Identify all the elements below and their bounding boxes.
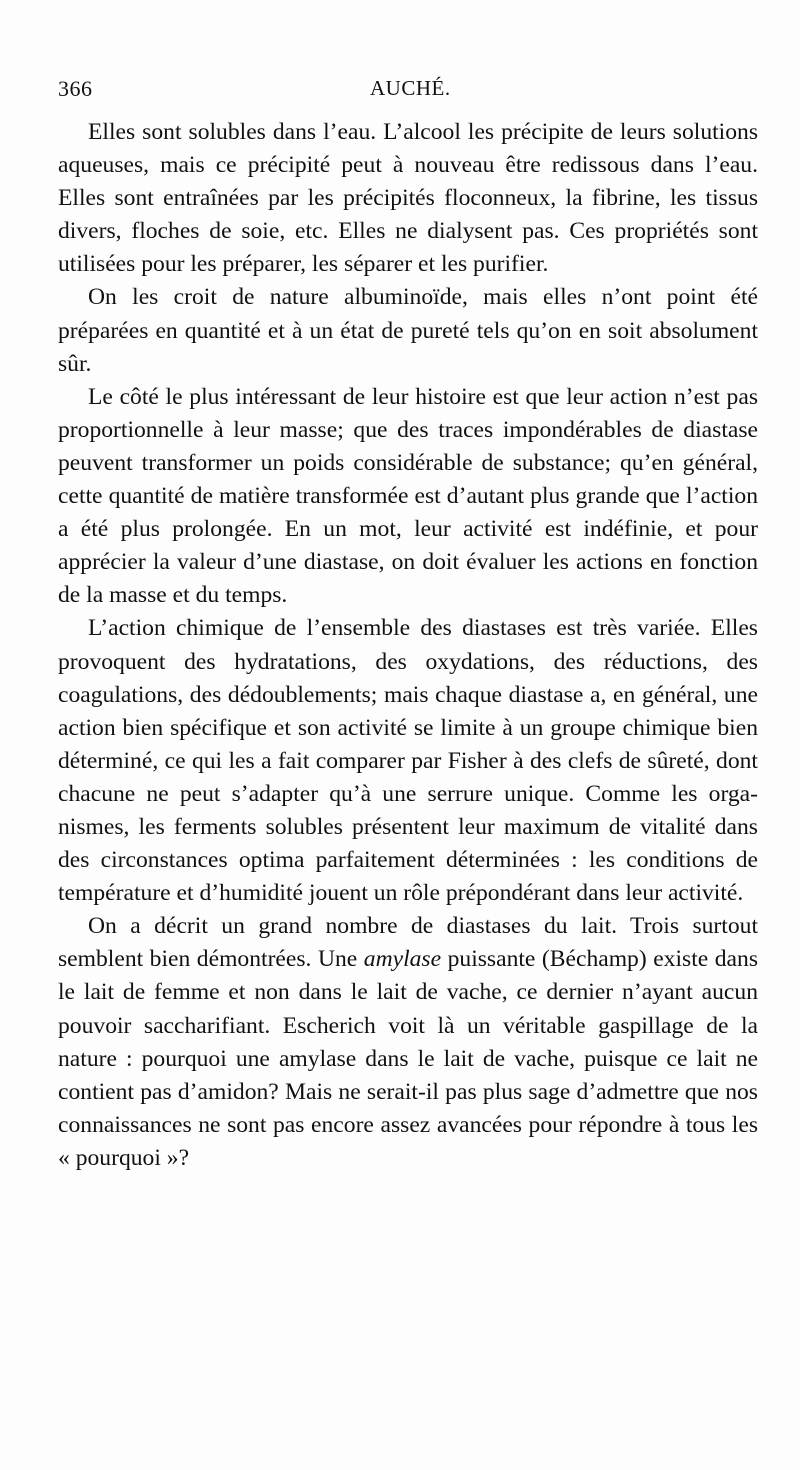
paragraph-text: puissante (Béchamp) existe dans le lait de femme et non dans le lait de vache, ce dernier n’ayant aucun pouvoir saccharifiant. Escherich voit là un véritable gaspillage de la nature : pourquoi une amylase dans le lait de vache, puisque ce lait ne contient pas d’amidon? Mais ne serait-il pas plus sage d’admettre que nos connaissances ne sont pas encore assez avancées pour répondre à tous les « pourquoi »? xyxy=(58,946,758,1171)
running-head xyxy=(58,76,758,106)
page-number: 366 xyxy=(58,76,93,101)
paragraph: Elles sont solubles dans l’eau. L’alcool les précipite de leurs solutions aqueuses, mais ce précipité peut à nouveau être redissous dans l’eau. Elles sont entraînées par les précipités floconneux, la fibrine, les tissus divers, floches de soie, etc. Elles ne dialysent pas. Ces propriétés sont utilisées pour les préparer, les séparer et les purifier. xyxy=(58,119,758,278)
paragraph: Le côté le plus intéressant de leur histoire est que leur action n’est pas proportionnelle à leur masse; que des traces impondérables de diastase peuvent transformer un poids considérable de substance; qu’en général, cette quantité de matière transformée est d’autant plus grande que l’action a été plus prolongée. En un mot, leur activité est indéfinie, et pour apprécier la valeur d’une diastase, on doit évaluer les actions en fonction de la masse et du temps. xyxy=(58,383,758,609)
paragraph-text: On a décrit un grand nombre de diastases du lait. Trois surtout semblent bien démontrées. Une xyxy=(58,913,758,973)
paragraph xyxy=(58,910,758,1175)
body-text xyxy=(58,116,758,1175)
italic-term: amylase xyxy=(363,946,442,973)
running-title: AUCHÉ. xyxy=(370,76,451,100)
paragraph: L’action chimique de l’ensemble des diastases est très variée. Elles provoquent des hydratations, des oxydations, des réductions, des coagulations, des dédoublements; mais chaque diastase a, en général, une action bien spécifique et son activité se limite à un groupe chimique bien déterminé, ce qui les a fait comparer par Fisher à des clefs de sûreté, dont chacune ne peut s’adapter qu’à une serrure unique. Comme les organismes, les ferments solubles présentent leur maximum de vitalité dans des circonstances optima parfaitement déterminées : les conditions de température et d’humidité jouent un rôle prépondérant dans leur activité. xyxy=(58,615,758,907)
paragraph: On les croit de nature albuminoïde, mais elles n’ont point été préparées en quantité et à un état de pureté tels qu’on en soit absolument sûr. xyxy=(58,284,758,377)
